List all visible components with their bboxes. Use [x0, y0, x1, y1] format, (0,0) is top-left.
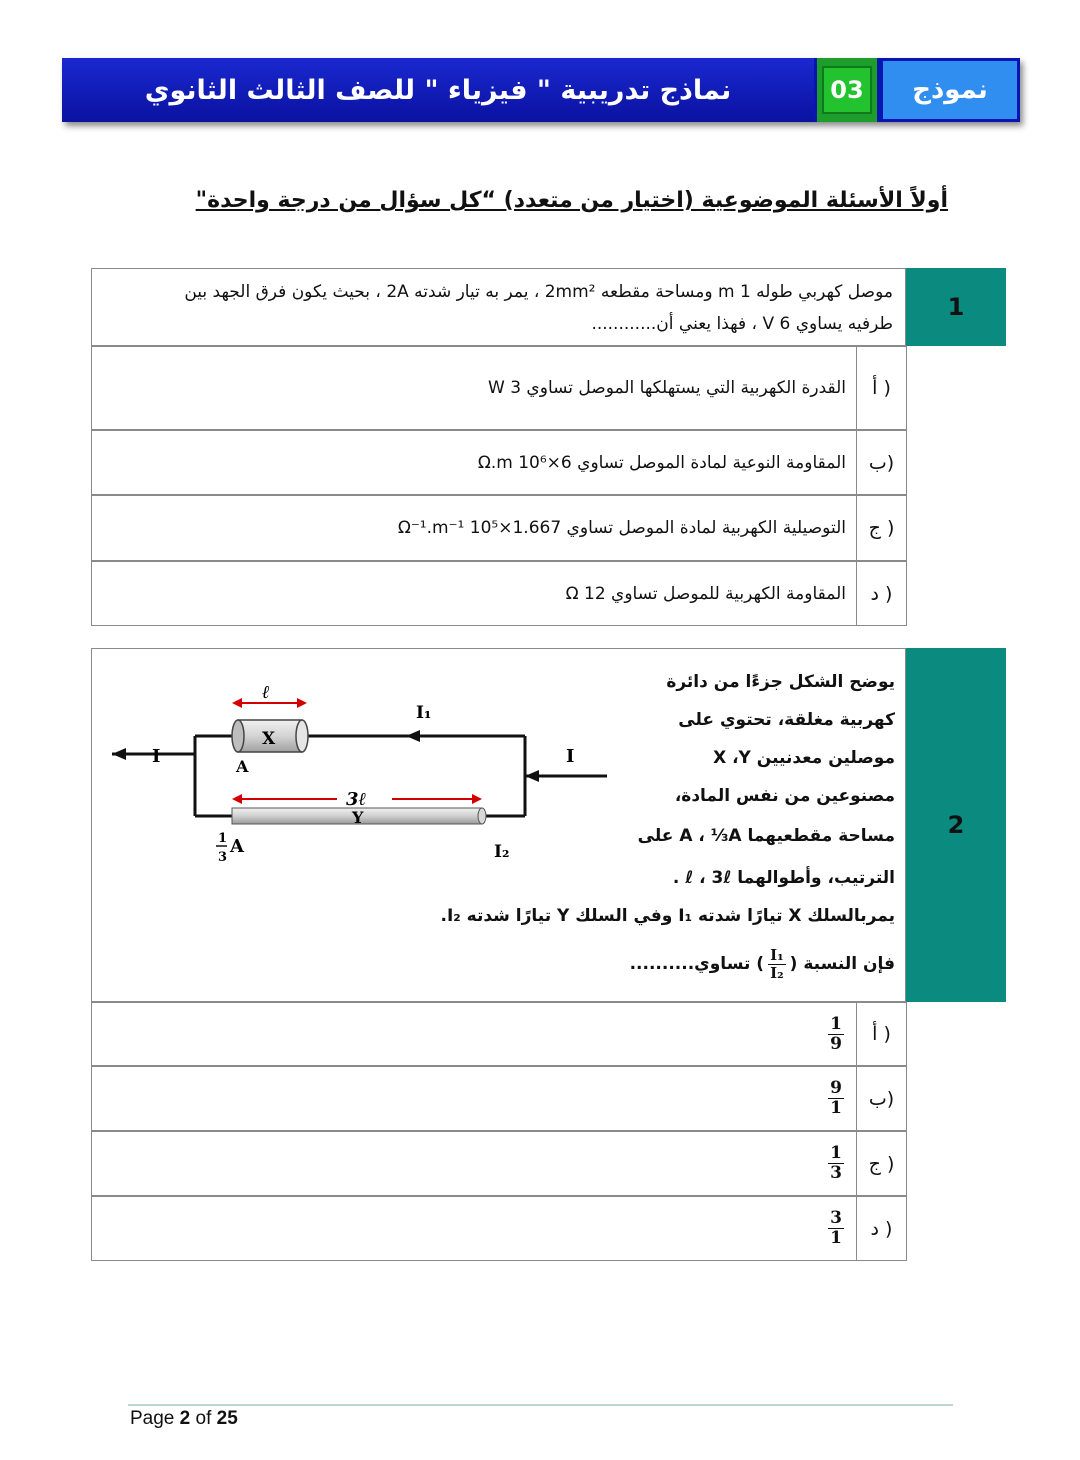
label-wire-x: X [262, 729, 276, 749]
q2-line: موصلين معدنيين X ،Y [713, 748, 895, 768]
page-prefix: Page [130, 1408, 180, 1429]
option-fraction [828, 1144, 844, 1182]
arrow-left [112, 748, 126, 760]
section-title: أولاً الأسئلة الموضوعية (اختيار من متعدد) “كل سؤال من درجة واحدة" [195, 188, 948, 213]
ratio-num: I₁ [770, 946, 784, 964]
q2-option-a[interactable] [91, 1002, 907, 1066]
option-label: أ ) [856, 1003, 906, 1065]
page-total: 25 [216, 1408, 238, 1429]
option-fraction [828, 1209, 844, 1247]
q2-option-d[interactable] [91, 1196, 907, 1261]
page-current: 2 [179, 1408, 191, 1429]
wire-x-end [296, 720, 308, 752]
q1-number: 1 [906, 268, 1006, 346]
option-label: ب) [856, 1067, 906, 1130]
header-banner [62, 58, 1020, 122]
label-i-left: I [152, 746, 161, 767]
fraction-num: 1 [830, 1013, 842, 1034]
arrow-right [525, 770, 539, 782]
q2-option-c[interactable] [91, 1131, 907, 1196]
q1-text-line1: موصل كهربي طوله 1 m ومساحة مقطعه 2mm² ، يمر به تيار شدته 2A ، بحيث يكون فرق الجهد بين [184, 282, 893, 302]
fraction-den: 1 [830, 1228, 842, 1248]
label-area-y-den: 3 [218, 850, 228, 865]
q2-number: 2 [906, 648, 1006, 1002]
option-fraction [828, 1015, 844, 1053]
wire-y-end [478, 808, 486, 824]
option-label: ب) [856, 431, 906, 494]
arrowhead [297, 698, 307, 708]
q1-text-line2: طرفيه يساوي 6 V ، فهذا يعني أن............ [591, 314, 893, 334]
circuit-diagram [102, 674, 622, 884]
fraction-den: 9 [830, 1033, 842, 1054]
q1-stem-cell [91, 268, 906, 346]
q2-ratio-question [630, 947, 895, 981]
arrowhead [232, 794, 242, 804]
fraction-num: 9 [830, 1078, 842, 1099]
fraction-den: 1 [830, 1098, 842, 1118]
ratio-den: I₂ [770, 963, 784, 982]
q1-option-a[interactable] [91, 346, 907, 430]
ratio-suffix: ) تساوي.......... [629, 954, 765, 974]
option-text: المقاومة النوعية لمادة الموصل تساوي 6×10⁶ Ω.m [477, 452, 846, 473]
option-label: ج ) [856, 496, 906, 560]
q2-line: مصنوعين من نفس المادة، [674, 786, 895, 806]
q2-option-b[interactable] [91, 1066, 907, 1131]
arrowhead [472, 794, 482, 804]
ratio-fraction [768, 947, 786, 981]
page-indicator [130, 1408, 238, 1430]
label-i-right: I [566, 746, 575, 767]
label-area-y: A [230, 836, 244, 857]
label-area-x: A [236, 757, 249, 776]
label-length-y: 3ℓ [346, 789, 367, 810]
option-text: التوصيلية الكهربية لمادة الموصل تساوي 1.667×10⁵ Ω⁻¹.m⁻¹ [397, 518, 846, 538]
ratio-prefix: فإن النسبة ( [789, 954, 895, 974]
fraction-num: 3 [830, 1208, 842, 1229]
label-length-x: ℓ [262, 682, 270, 703]
q2-line: كهربية مغلقة، تحتوي على [678, 710, 895, 730]
option-label: أ ) [856, 347, 906, 429]
option-label: ج ) [856, 1132, 906, 1195]
q2-line: مساحة مقطعيهما A ، ⅓A على [637, 826, 895, 846]
q2-line: يوضح الشكل جزءًا من دائرة [666, 672, 895, 692]
fraction-num: 1 [830, 1143, 842, 1164]
model-number: 03 [822, 66, 871, 114]
q2-line: الترتيب، وأطوالهما ℓ ، 3ℓ . [672, 868, 895, 888]
q1-option-c[interactable] [91, 495, 907, 561]
q1-option-b[interactable] [91, 430, 907, 495]
label-wire-y: Y [352, 808, 364, 827]
label-i2: I₂ [494, 842, 510, 862]
option-fraction [828, 1079, 844, 1117]
arrow-i1 [406, 730, 420, 742]
arrowhead [232, 698, 242, 708]
option-label: د ) [856, 1197, 906, 1260]
q2-stem-cell [91, 648, 906, 1002]
footer-divider [128, 1404, 953, 1406]
banner-title: نماذج تدريبية " فيزياء " للصف الثالث الثانوي [62, 58, 814, 122]
fraction-den: 3 [830, 1163, 842, 1183]
model-number-box [814, 58, 880, 122]
label-i1: I₁ [416, 703, 432, 723]
option-text: القدرة الكهربية التي يستهلكها الموصل تساوي 3 W [487, 378, 846, 398]
wire-x-end [232, 720, 244, 752]
q2-line7: يمربالسلك X تيارًا شدته I₁ وفي السلك Y تيارًا شدته I₂. [440, 906, 895, 926]
page-of: of [190, 1408, 217, 1429]
q1-option-d[interactable] [91, 561, 907, 626]
option-label: د ) [856, 562, 906, 625]
model-label: نموذج [880, 58, 1020, 122]
option-text: المقاومة الكهربية للموصل تساوي 12 Ω [565, 583, 846, 604]
label-area-y-num: 1 [218, 831, 228, 846]
